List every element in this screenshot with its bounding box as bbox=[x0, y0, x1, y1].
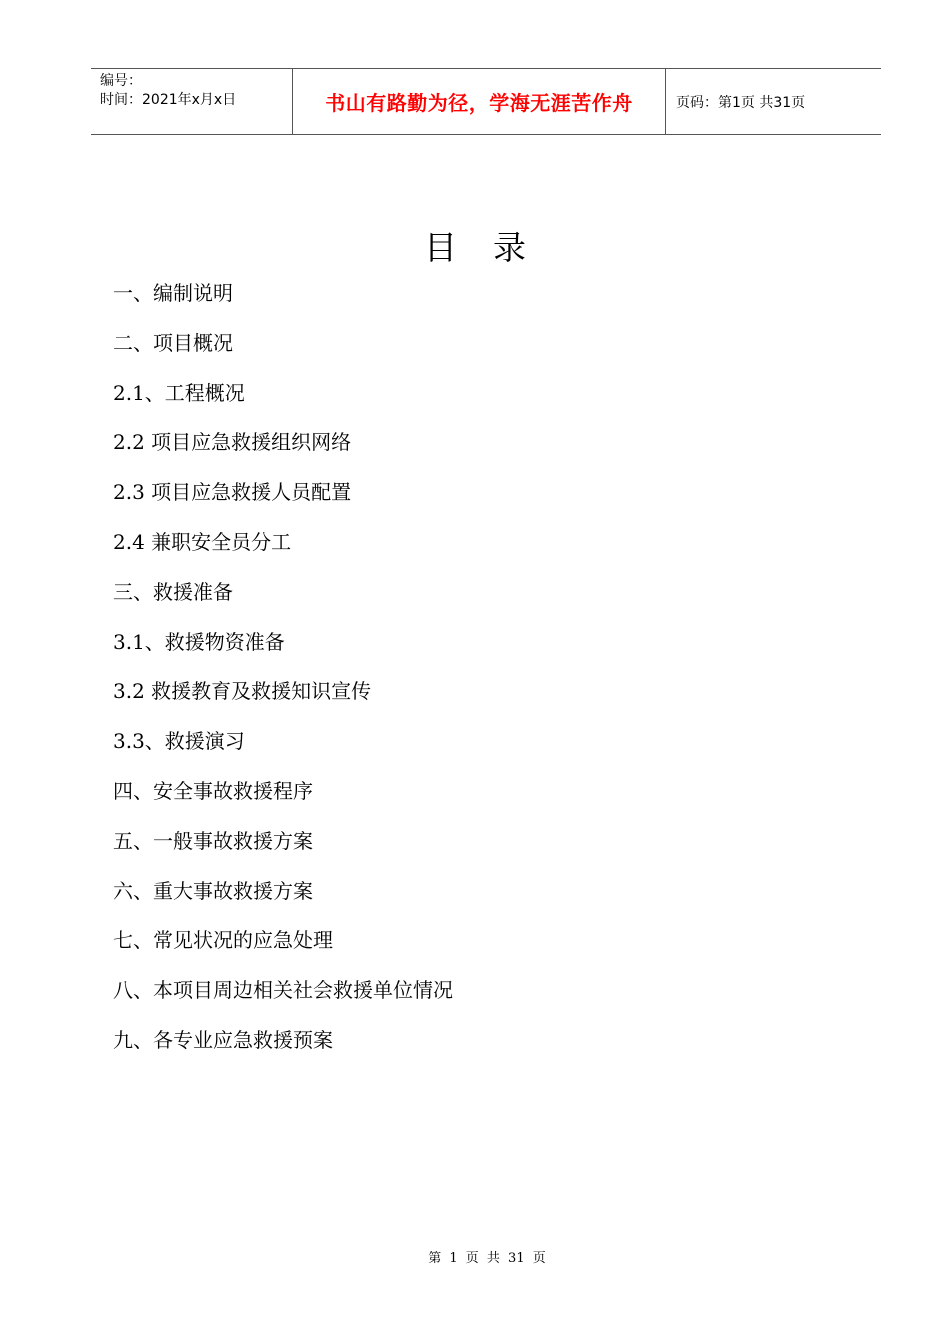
toc-entry[interactable]: 3.3、救援演习 bbox=[113, 729, 245, 754]
header-meta-cell bbox=[91, 69, 293, 134]
document-time: 时间：2021年x月x日 bbox=[100, 92, 237, 108]
toc-entry[interactable]: 三、救援准备 bbox=[113, 579, 233, 604]
toc-entry[interactable]: 2.4 兼职安全员分工 bbox=[113, 529, 292, 554]
toc-entry[interactable]: 3.2 救援教育及救援知识宣传 bbox=[113, 679, 372, 704]
toc-entry[interactable]: 九、各专业应急救援预案 bbox=[113, 1027, 333, 1052]
header-page-cell bbox=[666, 69, 881, 134]
toc-entry[interactable]: 2.3 项目应急救援人员配置 bbox=[113, 480, 352, 505]
document-number-label: 编号： bbox=[100, 73, 142, 89]
toc-entry[interactable]: 2.1、工程概况 bbox=[113, 380, 245, 405]
toc-entry[interactable]: 一、编制说明 bbox=[113, 281, 233, 305]
toc-entry[interactable]: 七、常见状况的应急处理 bbox=[113, 928, 333, 953]
header-motto-cell bbox=[293, 69, 666, 134]
toc-entry[interactable]: 四、安全事故救援程序 bbox=[113, 778, 313, 803]
toc-entry[interactable]: 二、项目概况 bbox=[113, 330, 233, 355]
page-header bbox=[91, 68, 881, 135]
page-footer: 第 1 页 共 31 页 bbox=[428, 1251, 546, 1266]
table-of-contents bbox=[113, 278, 453, 1075]
toc-entry[interactable]: 2.2 项目应急救援组织网络 bbox=[113, 430, 352, 455]
toc-entry[interactable]: 五、一般事故救援方案 bbox=[113, 828, 313, 853]
page-title: 目录 bbox=[424, 228, 562, 267]
toc-entry[interactable]: 3.1、救援物资准备 bbox=[113, 629, 285, 654]
toc-entry[interactable]: 八、本项目周边相关社会救援单位情况 bbox=[113, 978, 453, 1003]
header-page-info: 页码：第1页 共31页 bbox=[676, 94, 806, 111]
toc-entry[interactable]: 六、重大事故救援方案 bbox=[113, 878, 313, 903]
header-motto: 书山有路勤为径，学海无涯苦作舟 bbox=[325, 91, 633, 115]
